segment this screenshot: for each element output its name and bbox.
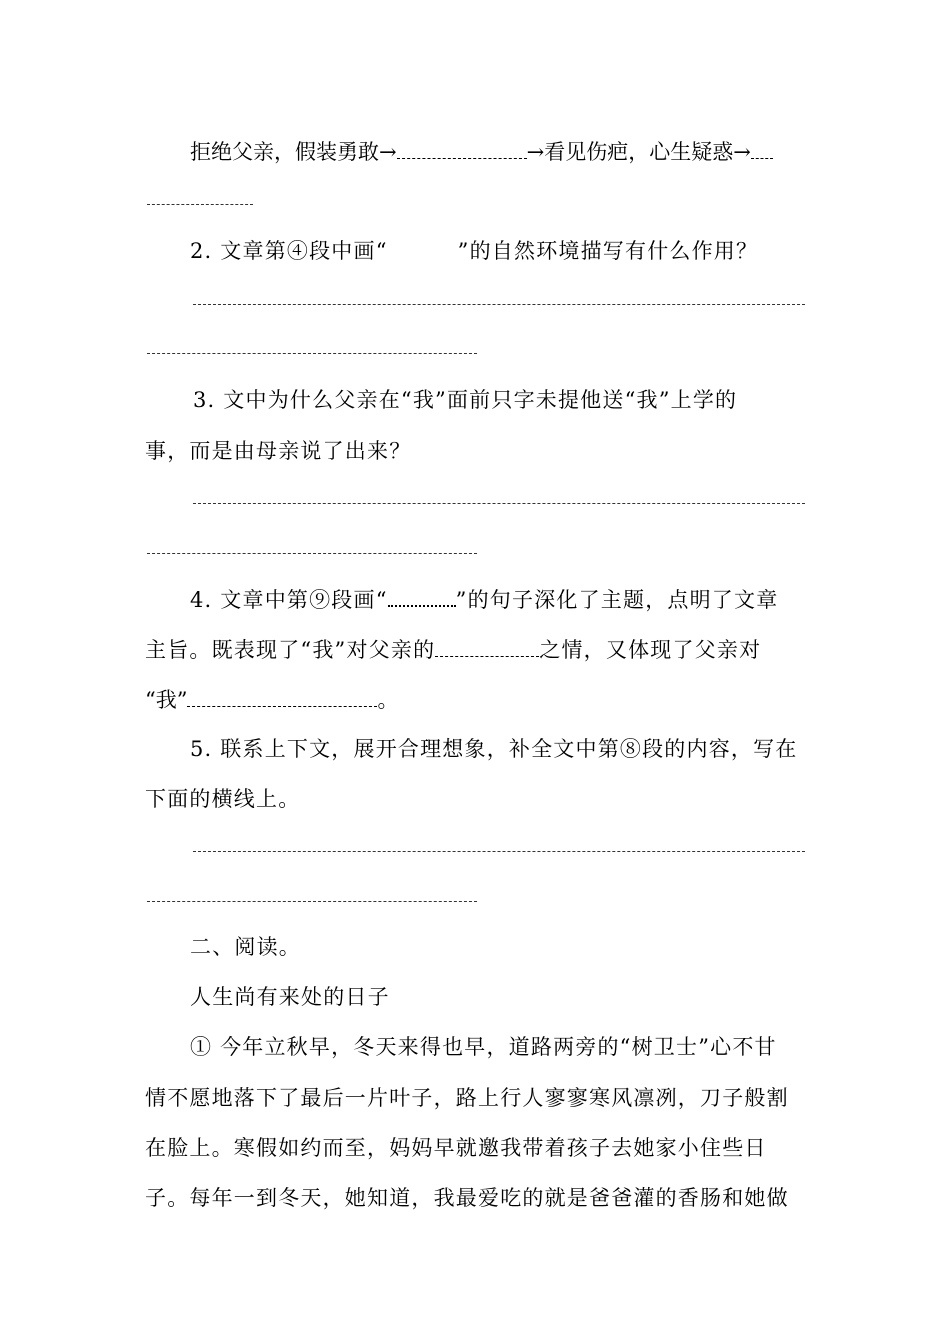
q5-answer-line-1[interactable] — [193, 851, 805, 852]
q4-question-line2 — [145, 635, 807, 665]
article-p1-line2: 情不愿地落下了最后一片叶子，路上行人寥寥寒风凛冽，刀子般割 — [145, 1086, 789, 1110]
q4-blank-2[interactable] — [187, 688, 377, 707]
q4-text-a: 4. 文章中第⑨段画“ — [190, 588, 388, 612]
q4-wavy-mark — [388, 589, 456, 607]
article-title: 人生尚有来处的日子 — [190, 985, 390, 1009]
q4-text-f: 。 — [377, 688, 399, 712]
article-p1-line1: ① 今年立秋早，冬天来得也早，道路两旁的“树卫士”心不甘 — [190, 1035, 777, 1059]
q4-question-line3 — [145, 685, 807, 715]
article-p1-line4: 子。每年一到冬天，她知道，我最爱吃的就是爸爸灌的香肠和她做 — [145, 1186, 789, 1210]
q3-answer-line-1[interactable] — [193, 503, 805, 504]
q4-text-d: 之情，又体现了父亲对 — [539, 638, 762, 662]
q5-question-line2: 下面的横线上。 — [145, 787, 301, 811]
q2-text-b: ”的自然环境描写有什么作用？ — [457, 239, 759, 263]
q2-text-a: 2. 文章第④段中画“ — [190, 239, 388, 263]
q5-question-line1: 5. 联系上下文，展开合理想象，补全文中第⑧段的内容，写在 — [190, 737, 798, 761]
q4-blank-1[interactable] — [435, 638, 539, 657]
q1-flow-part2: →看见伤疤，心生疑惑→ — [526, 140, 751, 164]
q4-text-e: “我” — [145, 688, 188, 712]
q1-blank-2-start[interactable] — [751, 140, 773, 159]
q4-question-line1 — [190, 585, 807, 615]
q1-blank-2-cont[interactable] — [147, 204, 253, 205]
q3-question-line2: 事，而是由母亲说了出来？ — [145, 439, 412, 463]
article-p1-line3: 在脸上。寒假如约而至，妈妈早就邀我带着孩子去她家小住些日 — [145, 1136, 767, 1160]
q2-question — [190, 236, 807, 266]
q3-question-line1: 3. 文中为什么父亲在“我”面前只字未提他送“我”上学的 — [193, 388, 738, 412]
q3-answer-line-2[interactable] — [147, 553, 477, 554]
section2-heading: 二、阅读。 — [190, 935, 301, 959]
q1-blank-1[interactable] — [397, 140, 527, 159]
q5-answer-line-2[interactable] — [147, 901, 477, 902]
q1-flow-part1: 拒绝父亲，假装勇敢→ — [190, 140, 397, 164]
q1-flow-line — [190, 137, 807, 167]
q2-answer-line-2[interactable] — [147, 353, 477, 354]
q4-text-c: 主旨。既表现了“我”对父亲的 — [145, 638, 436, 662]
q4-text-b: ”的句子深化了主题，点明了文章 — [455, 588, 779, 612]
q2-answer-line-1[interactable] — [193, 304, 805, 305]
